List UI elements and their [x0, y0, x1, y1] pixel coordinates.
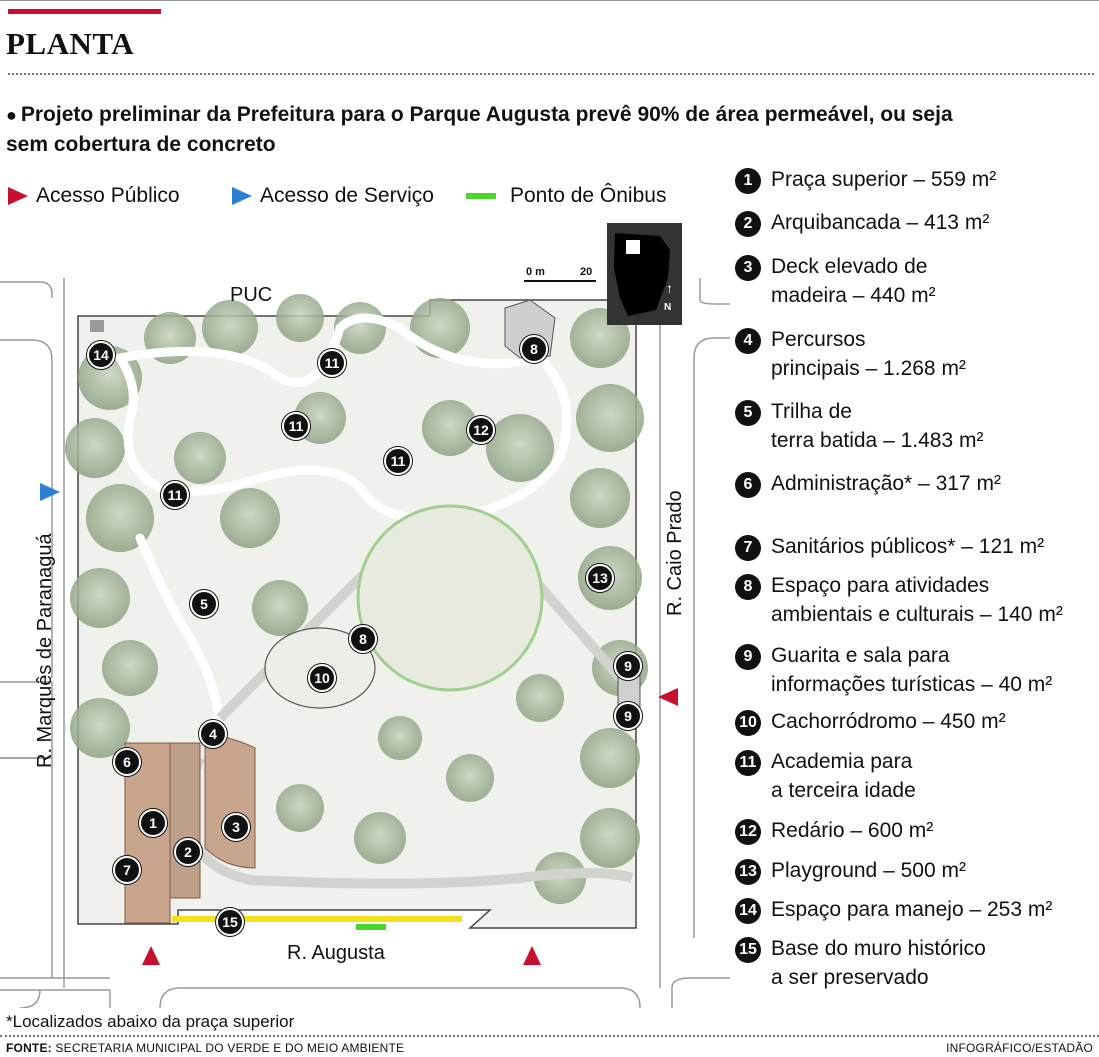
street-caio-prado: R. Caio Prado — [664, 490, 686, 616]
key-num-11: 11 — [735, 750, 761, 776]
key-text-11a: Academia para — [771, 750, 913, 773]
map-marker-11a: 11 — [318, 349, 346, 377]
credit: INFOGRÁFICO/ESTADÃO — [946, 1041, 1093, 1055]
key-text-4a: Percursos — [771, 328, 866, 351]
scale-end: 20 — [580, 266, 593, 278]
map-marker-13: 13 — [586, 564, 614, 592]
key-num-12: 12 — [735, 819, 761, 845]
legend-service-access — [232, 184, 434, 208]
footer-divider — [0, 1035, 1099, 1037]
map-marker-5: 5 — [190, 590, 218, 618]
key-text-15a: Base do muro histórico — [771, 937, 986, 960]
central-lawn — [358, 506, 542, 690]
bullet-icon: ● — [6, 105, 17, 125]
map-marker-8a: 8 — [520, 335, 548, 363]
park-map — [0, 218, 730, 1008]
scale-start: 0 m — [526, 266, 545, 278]
key-num-7: 7 — [735, 535, 761, 561]
key-text-3a: Deck elevado de — [771, 255, 928, 278]
map-marker-15: 15 — [216, 908, 244, 936]
map-marker-11c: 11 — [384, 447, 412, 475]
source-text: SECRETARIA MUNICIPAL DO VERDE E DO MEIO AMBIENTE — [55, 1041, 405, 1055]
key-text-15b: a ser preservado — [771, 966, 929, 989]
map-marker-14: 14 — [87, 341, 115, 369]
red-triangle-icon — [8, 187, 28, 205]
accent-bar — [8, 9, 161, 14]
legend-bus-stop — [466, 184, 666, 208]
key-num-9: 9 — [735, 644, 761, 670]
key-text-7: Sanitários públicos* – 121 m² — [771, 535, 1045, 558]
map-marker-4: 4 — [199, 720, 227, 748]
key-text-13: Playground – 500 m² — [771, 859, 966, 882]
header-divider — [8, 73, 1094, 75]
map-marker-2: 2 — [174, 838, 202, 866]
key-num-2: 2 — [735, 211, 761, 237]
key-text-5a: Trilha de — [771, 400, 852, 423]
key-num-4: 4 — [735, 328, 761, 354]
key-num-5: 5 — [735, 400, 761, 426]
key-text-4b: principais – 1.268 m² — [771, 357, 966, 380]
legend-service-access-label: Acesso de Serviço — [260, 184, 434, 207]
key-text-8b: ambientais e culturais – 140 m² — [771, 603, 1063, 626]
map-marker-11b: 11 — [282, 412, 310, 440]
blue-triangle-icon — [232, 187, 252, 205]
top-rule — [0, 0, 1099, 1]
street-marques-de-paranagua: R. Marquês de Paranaguá — [34, 533, 56, 768]
map-marker-9a: 9 — [614, 652, 642, 680]
key-num-1: 1 — [735, 168, 761, 194]
map-marker-9b: 9 — [614, 702, 642, 730]
map-marker-8b: 8 — [349, 625, 377, 653]
key-text-14: Espaço para manejo – 253 m² — [771, 898, 1053, 921]
key-text-5b: terra batida – 1.483 m² — [771, 429, 984, 452]
key-num-15: 15 — [735, 937, 761, 963]
key-text-8a: Espaço para atividades — [771, 574, 990, 597]
map-marker-3: 3 — [222, 813, 250, 841]
key-text-9b: informações turísticas – 40 m² — [771, 673, 1053, 696]
key-num-10: 10 — [735, 710, 761, 736]
map-marker-12: 12 — [467, 416, 495, 444]
section-title: PLANTA — [6, 26, 135, 61]
key-num-14: 14 — [735, 898, 761, 924]
green-bar-icon — [466, 193, 496, 199]
key-text-2: Arquibancada – 413 m² — [771, 211, 990, 234]
key-text-3b: madeira – 440 m² — [771, 284, 936, 307]
source-label: FONTE: — [6, 1041, 52, 1055]
key-text-10: Cachorródromo – 450 m² — [771, 710, 1006, 733]
map-marker-7: 7 — [113, 856, 141, 884]
key-num-6: 6 — [735, 472, 761, 498]
park-plan-drawing — [0, 218, 730, 1008]
key-text-6: Administração* – 317 m² — [771, 472, 1001, 495]
street-augusta: R. Augusta — [287, 942, 385, 964]
key-num-8: 8 — [735, 574, 761, 600]
footnote: *Localizados abaixo da praça superior — [6, 1012, 295, 1031]
key-text-1: Praça superior – 559 m² — [771, 168, 997, 191]
bus-stop-mark — [356, 924, 386, 930]
deck — [205, 733, 255, 868]
key-num-13: 13 — [735, 859, 761, 885]
key-text-9a: Guarita e sala para — [771, 644, 950, 667]
legend-bus-stop-label: Ponto de Ônibus — [510, 184, 667, 207]
bleachers — [170, 743, 200, 898]
key-text-11b: a terceira idade — [771, 779, 916, 802]
north-label: N — [664, 302, 672, 313]
street-puc: PUC — [230, 284, 273, 306]
legend-public-access-label: Acesso Público — [36, 184, 180, 207]
north-arrow-icon: ↑ — [666, 280, 673, 296]
legend-public-access — [8, 184, 180, 208]
map-marker-10: 10 — [308, 664, 336, 692]
headline-text: Projeto preliminar da Prefeitura para o Parque Augusta prevê 90% de área permeável, ou seja sem cobertura de concreto — [6, 103, 953, 156]
management-box — [90, 320, 104, 332]
headline — [6, 100, 966, 159]
key-text-12: Redário – 600 m² — [771, 819, 934, 842]
map-marker-11d: 11 — [161, 481, 189, 509]
map-marker-1: 1 — [139, 809, 167, 837]
map-marker-6: 6 — [113, 748, 141, 776]
key-num-3: 3 — [735, 255, 761, 281]
source-line — [6, 1041, 404, 1055]
